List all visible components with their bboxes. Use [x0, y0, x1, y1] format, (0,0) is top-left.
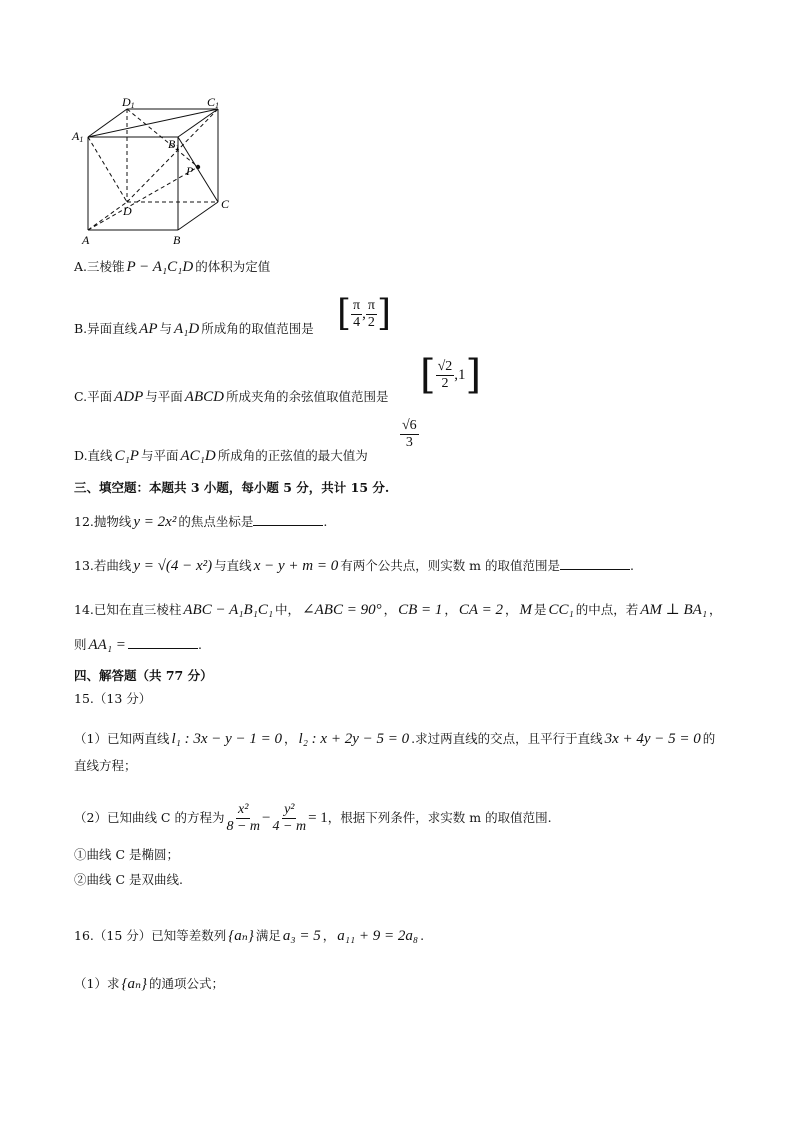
frac-sqrt6-3: $\frac{√6}{3}$: [402, 418, 417, 450]
q12-prefix: 12.抛物线: [74, 514, 132, 529]
q14-math1: ABC − A₁B₁C₁: [183, 602, 274, 618]
question-12: [74, 513, 327, 531]
option-d-mid: 与平面: [140, 448, 179, 463]
edge-a-d: [88, 202, 127, 230]
q16-math2: a₁₁ + 9 = 2a₈: [337, 928, 419, 944]
q13-prefix: 13.若曲线: [74, 558, 132, 573]
q12-math: y = 2x²: [133, 514, 177, 530]
q14-math8: AA₁ =: [88, 637, 126, 653]
q15-line-l3: 3x + 4y − 5 = 0: [604, 731, 701, 747]
q15-sep: ，: [284, 731, 297, 746]
q15-p1b: .求过两直线的交点，且平行于直线: [411, 731, 603, 746]
option-c-math1: ADP: [114, 389, 144, 405]
q14-math4: CA = 2: [458, 602, 503, 618]
q14-t5: 是: [533, 602, 547, 617]
label-c1: C1: [207, 95, 220, 110]
frac-sqrt2-2: $\frac{√2}{2}$: [437, 358, 453, 391]
label-b1: B1: [168, 137, 180, 152]
option-a: [74, 258, 270, 276]
q15-p1a: （1）已知两直线: [74, 731, 170, 746]
q16-prefix: 16.（15 分）已知等差数列: [74, 928, 227, 943]
q16-math1: a₃ = 5: [282, 928, 321, 944]
q14-t3: ，: [444, 602, 457, 617]
q14-prefix: 14.已知在直三棱柱: [74, 602, 182, 617]
option-a-math: P − A₁C₁D: [126, 259, 194, 275]
q12-end: .: [323, 514, 328, 529]
q16-part1: [74, 975, 224, 993]
option-a-prefix: A.三棱锥: [74, 259, 125, 274]
label-a1: A1: [72, 129, 84, 144]
point-p: [196, 165, 200, 169]
q15-part2: [74, 795, 552, 841]
right-bracket: ]: [376, 293, 391, 334]
edge-a1-d: [88, 137, 127, 202]
q12-answer-blank[interactable]: [253, 513, 323, 526]
q16-seq: {aₙ}: [228, 928, 254, 944]
question-14-line2: [74, 636, 202, 654]
q13-suffix: 有两个公共点，则实数 m 的取值范围是: [340, 558, 561, 573]
q15-part1: [74, 730, 715, 748]
q16-mid: 满足: [255, 928, 281, 943]
q14-t7: ，: [709, 602, 722, 617]
q16-sep: ，: [322, 928, 336, 943]
option-b: [74, 320, 314, 338]
option-a-suffix: 的体积为定值: [195, 259, 271, 274]
q16-seq2: {aₙ}: [121, 976, 148, 992]
q15-minus: −: [262, 810, 271, 826]
option-b-math2: A₁D: [174, 321, 200, 337]
edge-b1-c: [178, 137, 218, 202]
option-d-value: [400, 418, 419, 451]
left-bracket: [: [420, 352, 436, 398]
edge-a-p: [88, 167, 198, 230]
option-d-math2: AC₁D: [180, 448, 216, 464]
cube-figure: [70, 95, 240, 250]
question-13: [74, 557, 634, 575]
option-c-prefix: C.平面: [74, 389, 113, 404]
q15-p2b: ，根据下列条件，求实数 m 的取值范围.: [327, 810, 552, 825]
q14-answer-blank[interactable]: [128, 636, 198, 649]
q16-p1b: 的通项公式；: [149, 976, 225, 991]
left-bracket: [: [337, 293, 352, 334]
frac-pi-2: $\frac{\pi}{2}$: [367, 297, 375, 330]
edge-d1-p: [127, 109, 198, 167]
option-d: [74, 447, 368, 465]
label-b: B: [173, 233, 181, 247]
q15-part1-cont: 直线方程；: [74, 758, 137, 773]
option-c: [74, 388, 388, 406]
q16-end: .: [420, 928, 425, 943]
q13-math2: x − y + m = 0: [253, 558, 339, 574]
q13-answer-blank[interactable]: [560, 557, 630, 570]
q15-eq: = 1: [308, 810, 328, 826]
question-14: [74, 601, 722, 619]
q14-t6: 的中点，若: [575, 602, 639, 617]
q14-end: .: [197, 637, 202, 652]
option-b-prefix: B.异面直线: [74, 321, 138, 336]
option-b-range: [ $\frac{\pi}{4}$ , $\frac{\pi}{2}$ ]: [337, 293, 391, 334]
label-c: C: [221, 197, 230, 211]
option-b-suffix: 所成角的取值范围是: [201, 321, 314, 336]
frac-y2: $\frac{\text{y²}}{4 - m}$: [272, 801, 307, 834]
label-d: D: [123, 204, 132, 218]
q14-math2: ∠ABC = 90°: [302, 602, 382, 618]
q14-t2: ，: [383, 602, 397, 617]
frac-x2: $\frac{\text{x²}}{8 - m}$: [226, 801, 261, 834]
q13-end: .: [630, 558, 634, 573]
option-d-prefix: D.直线: [74, 448, 113, 463]
label-d1: D1: [122, 95, 135, 110]
option-b-math1: AP: [139, 321, 158, 337]
q14-math5: M: [519, 602, 532, 618]
q15-cond2: ②曲线 C 是双曲线.: [74, 872, 183, 887]
q15-p1c: 的: [702, 731, 716, 746]
q13-math1: y = √(4 − x²): [133, 558, 213, 574]
q16-p1a: （1）求: [74, 976, 120, 991]
q15-line-l1: l₁ : 3x − y − 1 = 0: [171, 731, 283, 747]
q14-t1: 中，: [275, 602, 301, 617]
option-d-suffix: 所成角的正弦值的最大值为: [217, 448, 368, 463]
option-b-mid: 与: [159, 321, 173, 336]
option-c-suffix: 所成夹角的余弦值取值范围是: [225, 389, 389, 404]
section-4-title: 四、解答题（共 77 分）: [74, 668, 213, 683]
q15-head: 15.（13 分）: [74, 691, 152, 706]
q15-line-l2: l₂ : x + 2y − 5 = 0: [298, 731, 410, 747]
q13-mid: 与直线: [214, 558, 252, 573]
q12-suffix: 的焦点坐标是: [178, 514, 254, 529]
q14-t4: ，: [504, 602, 518, 617]
option-c-range: [ $\frac{√2}{2}$ , 1 ]: [420, 352, 482, 398]
q14-math3: CB = 1: [398, 602, 443, 618]
right-bracket: ]: [465, 352, 482, 398]
frac-pi-4: $\frac{\pi}{4}$: [353, 297, 361, 330]
q15-cond1: ①曲线 C 是椭圆；: [74, 847, 180, 862]
label-p: P: [186, 164, 194, 178]
q14-math7: AM ⊥ BA₁: [640, 602, 708, 618]
q14-math6: CC₁: [548, 602, 574, 618]
option-c-mid: 与平面: [145, 389, 183, 404]
option-d-math1: C₁P: [114, 448, 139, 464]
question-16: [74, 927, 424, 945]
option-c-math2: ABCD: [184, 389, 224, 405]
q15-p2a: （2）已知曲线 C 的方程为: [74, 810, 225, 825]
option-c-upper: 1: [458, 366, 466, 383]
edge-b-c: [178, 202, 218, 230]
label-a: A: [82, 233, 90, 247]
section-3-title: 三、填空题：本题共 3 小题，每小题 5 分，共计 15 分.: [74, 480, 390, 495]
q14-line2-prefix: 则: [74, 637, 87, 652]
edge-d-c1: [127, 109, 218, 202]
